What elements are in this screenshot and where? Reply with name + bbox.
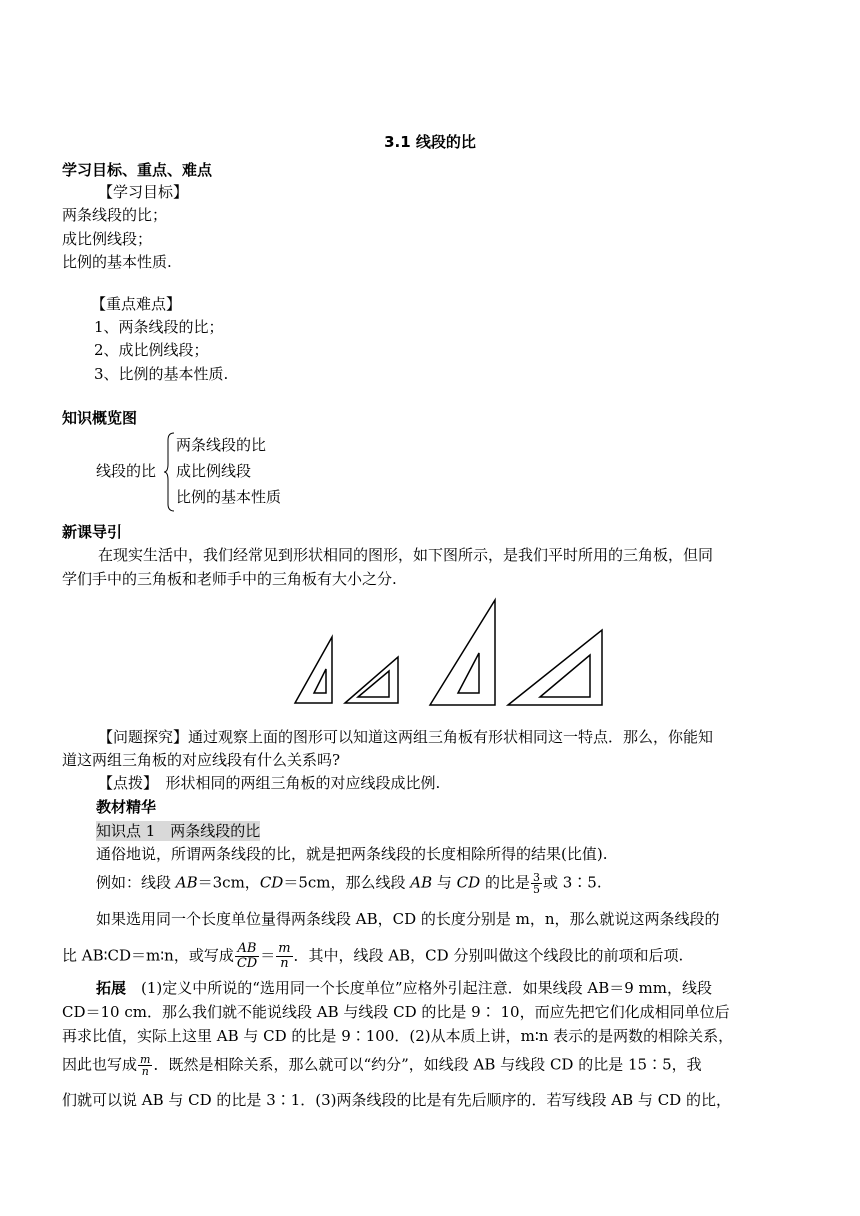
- key-point-item: 2、成比例线段；: [94, 341, 209, 359]
- example-fraction: [531, 872, 542, 895]
- fraction-denominator: n: [280, 956, 289, 971]
- unit-paragraph: 如果选用同一个长度单位量得两条线段 AB，CD 的长度分别是 m，n，那么就说这两条线段的: [96, 910, 720, 928]
- inquiry-paragraph: 道这两组三角板的对应线段有什么关系吗?: [62, 751, 341, 769]
- overview-branch: 成比例线段: [176, 462, 252, 480]
- extension-label: 拓展: [96, 979, 127, 997]
- section-heading-intro: 新课导引: [62, 523, 123, 541]
- definition-text: 通俗地说，所谓两条线段的比，就是把两条线段的长度相除所得的结果(比值).: [96, 845, 608, 863]
- fraction-denominator: 5: [532, 883, 540, 896]
- example-text: 或 3∶5.: [542, 873, 602, 892]
- small-ruler-1-icon: [295, 637, 332, 703]
- inquiry-paragraph: 【问题探究】通过观察上面的图形可以知道这两组三角板有形状相同这一特点．那么，你能知: [98, 728, 714, 746]
- example-text: ＝5cm，那么线段: [283, 873, 411, 892]
- extension-text: CD＝10 cm．那么我们就不能说线段 AB 与线段 CD 的比是 9∶ 10，而应先把它们化成相同单位后: [62, 1003, 730, 1021]
- example-text: ＝3cm，: [197, 873, 260, 892]
- brace-icon: [163, 432, 175, 512]
- fraction-numerator: AB: [235, 942, 259, 957]
- extension-text: ．既然是相除关系，那么就可以“约分”，如线段 AB 与线段 CD 的比是 15∶5，我: [153, 1055, 702, 1074]
- overview-branch: 两条线段的比: [176, 436, 267, 454]
- fraction-denominator: CD: [236, 956, 258, 971]
- objectives-label: 【学习目标】: [98, 183, 189, 201]
- objective-item: 两条线段的比；: [62, 206, 168, 224]
- key-point-item: 1、两条线段的比；: [94, 318, 224, 336]
- knowledge-point-label: 知识点 1 两条线段的比: [96, 822, 261, 840]
- large-ruler-2-icon: [508, 630, 602, 705]
- unit-text: 比 AB∶CD＝m∶n，或写成: [62, 946, 234, 965]
- intro-paragraph: 在现实生活中，我们经常见到形状相同的图形，如下图所示，是我们平时所用的三角板，但同: [98, 546, 714, 564]
- page-title: 3.1 线段的比: [384, 133, 476, 151]
- unit-paragraph-line2: [62, 942, 683, 971]
- key-point-item: 3、比例的基本性质.: [94, 365, 229, 383]
- extension-text: 们就可以说 AB 与 CD 的比是 3∶1．(3)两条线段的比是有先后顺序的．若写线段 AB 与 CD 的比，: [62, 1091, 731, 1109]
- fraction-denominator: n: [141, 1065, 149, 1078]
- example-text: 的比是: [480, 873, 530, 892]
- ratio-fraction-m-n: [276, 942, 292, 971]
- extension-line4: [62, 1054, 702, 1077]
- fraction-numerator: m: [140, 1053, 151, 1066]
- small-ruler-2-icon: [345, 657, 398, 703]
- section-heading-essence: 教材精华: [96, 798, 157, 816]
- extension-fraction: [138, 1054, 152, 1077]
- fraction-numerator: 3: [532, 871, 540, 884]
- segment-ab: AB: [410, 873, 433, 892]
- example-text: 与: [432, 873, 457, 892]
- objective-item: 比例的基本性质.: [62, 253, 172, 271]
- hint-paragraph: 【点拨】 形状相同的两组三角板的对应线段成比例.: [98, 774, 441, 792]
- extension-text: 再求比值，实际上这里 AB 与 CD 的比是 9∶100．(2)从本质上讲，m∶n 表示的是两数的相除关系，: [62, 1027, 734, 1045]
- equals-sign: ＝: [260, 946, 276, 965]
- segment-cd: CD: [456, 873, 481, 892]
- segment-cd: CD: [259, 873, 284, 892]
- intro-paragraph: 学们手中的三角板和老师手中的三角板有大小之分.: [62, 570, 397, 588]
- overview-root: 线段的比: [96, 462, 157, 480]
- extension-text: 因此也写成: [62, 1055, 138, 1074]
- triangle-rulers-figure: [290, 595, 615, 710]
- example-text: 例如：线段: [96, 873, 176, 892]
- unit-text: ．其中，线段 AB，CD 分别叫做这个线段比的前项和后项.: [293, 946, 684, 965]
- objective-item: 成比例线段；: [62, 230, 153, 248]
- segment-ab: AB: [175, 873, 198, 892]
- extension-text: (1)定义中所说的“选用同一个长度单位”应格外引起注意．如果线段 AB＝9 mm，线段: [126, 979, 712, 997]
- section-heading-overview: 知识概览图: [62, 409, 138, 427]
- fraction-numerator: m: [278, 941, 291, 956]
- section-heading-goals: 学习目标、重点、难点: [62, 161, 213, 179]
- key-points-label: 【重点难点】: [91, 295, 182, 313]
- ratio-fraction-ab-cd: [235, 942, 259, 971]
- overview-branch: 比例的基本性质: [176, 488, 282, 506]
- example-line: [96, 872, 602, 895]
- large-ruler-1-icon: [430, 600, 495, 705]
- extension-line: [96, 978, 712, 998]
